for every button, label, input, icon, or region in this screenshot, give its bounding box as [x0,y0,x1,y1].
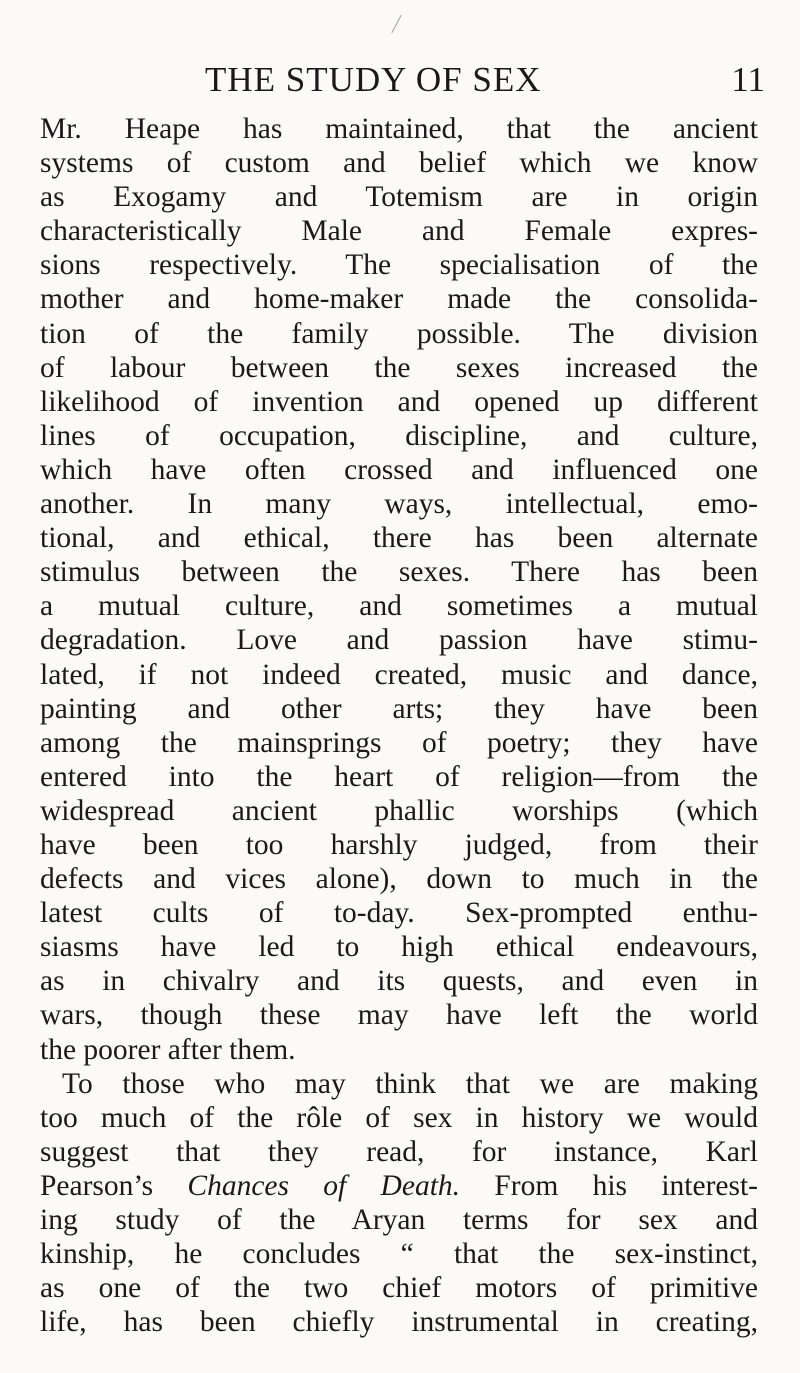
text-line: lines of occupation, discipline, and culture, [40,419,758,452]
text-line: sions respectively. The specialisation of the [40,249,758,282]
text-line: painting and other arts; they have been [40,692,758,725]
text-line: siasms have led to high ethical endeavours, [40,931,758,964]
text-line: a mutual culture, and sometimes a mutual [40,590,758,623]
stray-pencil-mark [391,15,401,33]
text-line: degradation. Love and passion have stimu- [40,624,758,657]
text-line: suggest that they read, for instance, Karl [40,1135,758,1168]
text-line: likelihood of invention and opened up different [40,385,758,418]
text-line: mother and home-maker made the consolida- [40,283,758,316]
text-line: which have often crossed and influenced one [40,453,758,486]
text-line: widespread ancient phallic worships (which [40,794,758,827]
text-line: ing study of the Aryan terms for sex and [40,1204,758,1236]
text-line: as in chivalry and its quests, and even in [40,965,758,998]
running-head [205,60,765,100]
text-line: of labour between the sexes increased the [40,351,758,384]
text-line: lated, if not indeed created, music and dance, [40,658,758,691]
text-line: tion of the family possible. The division [40,317,758,350]
text-line: too much of the rôle of sex in history we would [40,1101,758,1134]
running-title: THE STUDY OF SEX [205,60,542,99]
book-title-italic: Chances of Death. [187,1169,461,1202]
text-line: the poorer after them. [40,1033,296,1066]
text-line: among the mainsprings of poetry; they have [40,726,758,759]
text-segment: Pearson’s [40,1169,188,1202]
text-line: Mr. Heape has maintained, that the ancient [40,113,758,145]
text-line: as Exogamy and Totemism are in origin [40,181,758,214]
text-line: entered into the heart of religion—from the [40,760,758,793]
text-line: have been too harshly judged, from their [40,828,758,861]
text-line: kinship, he concludes “ that the sex-instinct, [40,1238,758,1271]
text-line: life, has been chiefly instrumental in creating, [40,1306,758,1339]
body-text [40,112,758,1339]
page-number: 11 [731,60,765,99]
text-line: To those who may think that we are making [62,1067,758,1100]
text-line: systems of custom and belief which we know [40,147,758,180]
text-line: latest cults of to-day. Sex-prompted enthu- [40,897,758,930]
text-line: another. In many ways, intellectual, emo- [40,488,758,521]
text-line: wars, though these may have left the world [40,999,758,1032]
text-line: characteristically Male and Female expres- [40,215,758,248]
text-line: defects and vices alone), down to much in the [40,863,758,896]
text-segment: From his interest- [460,1169,758,1202]
text-line: tional, and ethical, there has been alternate [40,522,758,555]
text-line: stimulus between the sexes. There has been [40,556,758,589]
text-line: as one of the two chief motors of primitive [40,1272,758,1305]
text-line [40,1169,758,1203]
